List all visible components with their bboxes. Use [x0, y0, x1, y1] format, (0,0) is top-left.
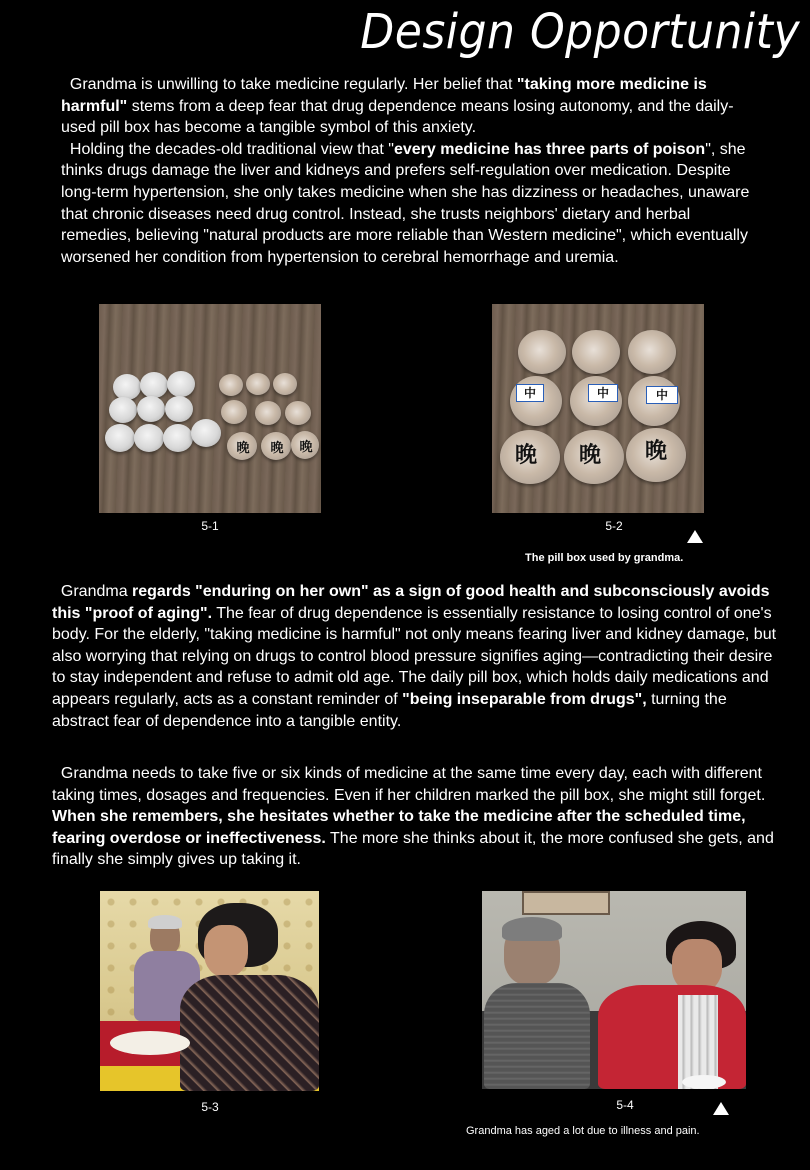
body-text: ", she thinks drugs damage the liver and kidneys and prefers self-regulation over medication. Despite long-term hypertension, she only takes medicine when she has dizziness or headaches, unaware that chronic diseases need drug control. Instead, she trusts neighbors' dietary and herbal remedies, believing "natural products are more reliable than Western medicine", which eventually worsened her condition from hypertension to cerebral hemorrhage and uremia. — [61, 140, 750, 266]
figure-caption-5-4: 5-4 — [616, 1098, 634, 1112]
paragraph-1 — [61, 74, 761, 268]
photo-grandparents — [482, 891, 746, 1089]
body-text: stems from a deep fear that drug dependence means losing autonomy, and the daily-used pill box has become a tangible symbol of this anxiety. — [61, 97, 734, 137]
body-text: Grandma is unwilling to take medicine regularly. Her belief that — [61, 76, 517, 93]
figure-note-grandma: Grandma has aged a lot due to illness and pain. — [466, 1125, 700, 1137]
figure-note-pillbox: The pill box used by grandma. — [525, 552, 684, 564]
label-midday: 中 — [646, 386, 678, 404]
glyph-evening: 晚 — [299, 440, 313, 455]
label-midday: 中 — [516, 384, 544, 402]
glyph-evening: 晚 — [578, 442, 601, 468]
photo-pillbox-empty — [99, 304, 321, 513]
body-text: Grandma — [52, 583, 133, 600]
body-text: Grandma needs to take five or six kinds of medicine at the same time every day, each with different taking times, dosages and frequencies. Even if her children marked the pill box, she might still forget. — [52, 765, 766, 804]
body-text: Holding the decades-old traditional view that " — [61, 140, 394, 158]
glyph-evening: 晚 — [644, 438, 667, 464]
figure-caption-5-3: 5-3 — [201, 1100, 219, 1114]
glyph-evening: 晚 — [514, 442, 537, 468]
figure-caption-5-1: 5-1 — [201, 519, 219, 533]
emphasis-text: "being inseparable from drugs", — [402, 690, 647, 708]
glyph-evening: 晚 — [236, 441, 250, 456]
body-text: The fear of drug dependence is essentially resistance to losing control of one's body. For the elderly, "taking medicine is harmful" not only means fearing liver and kidney damage, but also worrying that relying on drugs to control blood pressure signifies aging—contradicting their desire to stay independent and refuse to admit old age. The daily pill box, which holds daily medications and appears regularly, acts as a constant reminder of — [52, 604, 777, 708]
emphasis-text: When she remembers, she hesitates whether to take the medicine after the scheduled time, fearing overdose or ineffectiveness. — [52, 808, 746, 847]
page-title: Design Opportunity — [360, 4, 800, 60]
triangle-marker-icon — [713, 1102, 729, 1115]
paragraph-2 — [52, 581, 777, 732]
body-text: turning the abstract fear of dependence into a tangible entity. — [52, 690, 727, 730]
figure-caption-5-2: 5-2 — [605, 519, 623, 533]
triangle-marker-icon — [687, 530, 703, 543]
emphasis-text: regards "enduring on her own" as a sign of good health and subconsciously avoids this "proof of aging". — [52, 583, 770, 622]
label-midday: 中 — [588, 384, 618, 402]
emphasis-text: "taking more medicine is harmful" — [61, 76, 707, 115]
photo-pillbox-labeled — [492, 304, 704, 513]
glyph-evening: 晚 — [270, 441, 284, 456]
body-text: The more she thinks about it, the more confused she gets, and finally she simply gives up taking it. — [52, 829, 774, 869]
photo-grandma-dining — [100, 891, 319, 1091]
paragraph-3 — [52, 763, 777, 871]
emphasis-text: every medicine has three parts of poison — [393, 140, 706, 158]
